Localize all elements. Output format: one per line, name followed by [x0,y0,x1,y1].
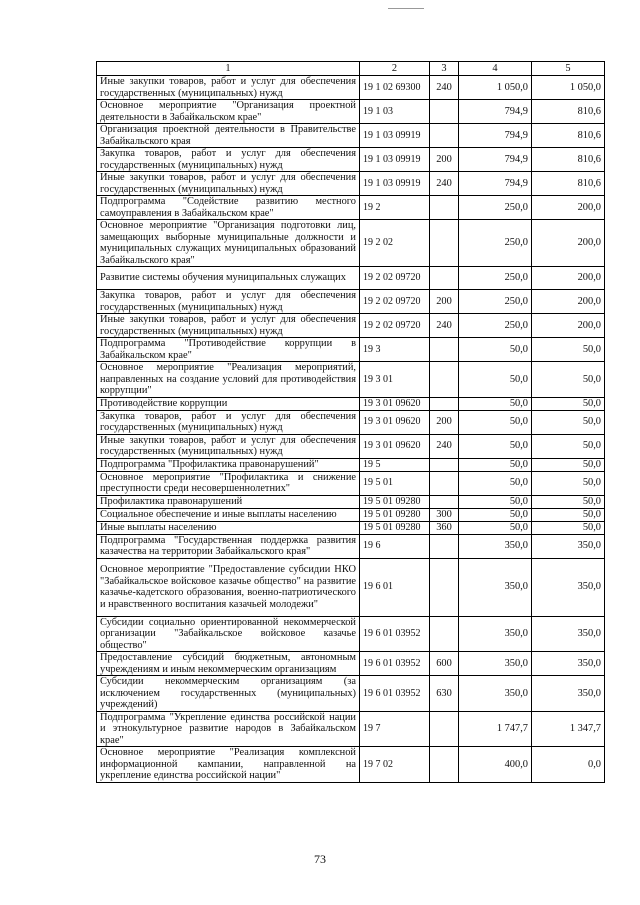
row-code-cell: 19 3 01 09620 [360,410,430,434]
row-name-cell: Субсидии некоммерческим организациям (за исключением государственных (муниципальных) учреждений) [97,676,360,712]
row-expense-type-cell [430,558,459,616]
row-code-cell: 19 3 01 09620 [360,397,430,410]
row-code-cell: 19 5 01 09280 [360,521,430,534]
row-amount-col5-cell: 200,0 [532,290,605,314]
row-amount-col5-cell: 200,0 [532,220,605,267]
row-code-cell: 19 1 03 09919 [360,124,430,148]
row-amount-col4-cell: 250,0 [459,314,532,338]
row-amount-col4-cell: 50,0 [459,521,532,534]
header-cell-1: 1 [97,62,360,76]
row-name-cell: Иные закупки товаров, работ и услуг для обеспечения государственных (муниципальных) нужд [97,434,360,458]
row-code-cell: 19 3 01 [360,362,430,398]
row-name-cell: Основное мероприятие "Организация проектной деятельности в Забайкальском крае" [97,100,360,124]
row-amount-col5-cell: 1 050,0 [532,76,605,100]
row-amount-col5-cell: 50,0 [532,521,605,534]
row-code-cell: 19 1 03 [360,100,430,124]
row-amount-col4-cell: 794,9 [459,172,532,196]
row-amount-col5-cell: 810,6 [532,124,605,148]
row-name-cell: Иные закупки товаров, работ и услуг для обеспечения государственных (муниципальных) нужд [97,172,360,196]
row-amount-col4-cell: 400,0 [459,747,532,783]
row-code-cell: 19 2 02 [360,220,430,267]
row-name-cell: Иные закупки товаров, работ и услуг для обеспечения государственных (муниципальных) нужд [97,314,360,338]
row-expense-type-cell [430,747,459,783]
row-name-cell: Иные выплаты населению [97,521,360,534]
row-code-cell: 19 5 [360,458,430,471]
row-expense-type-cell [430,338,459,362]
row-code-cell: 19 2 02 09720 [360,267,430,290]
row-code-cell: 19 3 [360,338,430,362]
row-amount-col5-cell: 200,0 [532,196,605,220]
row-amount-col5-cell: 810,6 [532,172,605,196]
row-expense-type-cell [430,471,459,495]
table-row [97,521,605,534]
row-code-cell: 19 5 01 09280 [360,508,430,521]
row-code-cell: 19 3 01 09620 [360,434,430,458]
row-amount-col4-cell: 350,0 [459,558,532,616]
row-name-cell: Подпрограмма "Укрепление единства российской нации и этнокультурное развитие народов в Забайкальском крае" [97,711,360,747]
row-name-cell: Основное мероприятие "Организация подготовки лиц, замещающих выборные муниципальные должности и муниципальных служащих муниципальных образований Забайкальского края" [97,220,360,267]
table-row [97,747,605,783]
row-expense-type-cell: 360 [430,521,459,534]
row-name-cell: Иные закупки товаров, работ и услуг для обеспечения государственных (муниципальных) нужд [97,76,360,100]
row-amount-col5-cell: 50,0 [532,397,605,410]
table-row [97,410,605,434]
row-amount-col4-cell: 350,0 [459,616,532,652]
row-amount-col4-cell: 350,0 [459,652,532,676]
row-code-cell: 19 1 03 09919 [360,172,430,196]
row-amount-col4-cell: 350,0 [459,676,532,712]
row-name-cell: Субсидии социально ориентированной некоммерческой организации "Забайкальское войсковое казачье общество" [97,616,360,652]
row-amount-col5-cell: 50,0 [532,458,605,471]
row-code-cell: 19 6 01 03952 [360,616,430,652]
row-code-cell: 19 6 [360,534,430,558]
row-amount-col4-cell: 250,0 [459,267,532,290]
row-amount-col5-cell: 50,0 [532,495,605,508]
row-expense-type-cell: 300 [430,508,459,521]
row-code-cell: 19 5 01 [360,471,430,495]
table-row [97,711,605,747]
row-amount-col5-cell: 50,0 [532,362,605,398]
row-expense-type-cell [430,220,459,267]
table-row [97,148,605,172]
row-amount-col5-cell: 50,0 [532,434,605,458]
row-code-cell: 19 6 01 03952 [360,652,430,676]
table-row [97,314,605,338]
table-row [97,676,605,712]
row-amount-col5-cell: 1 347,7 [532,711,605,747]
row-expense-type-cell [430,267,459,290]
row-amount-col4-cell: 50,0 [459,397,532,410]
table-row [97,495,605,508]
row-amount-col4-cell: 50,0 [459,410,532,434]
row-amount-col5-cell: 0,0 [532,747,605,783]
row-name-cell: Основное мероприятие "Предоставление субсидии НКО "Забайкальское войсковое казачье общество" на развитие казачье-кадетского образования, военно-патриотического и нравственного воспитания казачьей молодежи" [97,558,360,616]
row-code-cell: 19 6 01 03952 [360,676,430,712]
header-cell-3: 3 [430,62,459,76]
row-amount-col4-cell: 50,0 [459,338,532,362]
row-name-cell: Подпрограмма "Содействие развитию местного самоуправления в Забайкальском крае" [97,196,360,220]
row-amount-col4-cell: 1 747,7 [459,711,532,747]
table-row [97,558,605,616]
row-expense-type-cell [430,616,459,652]
row-expense-type-cell: 630 [430,676,459,712]
row-amount-col4-cell: 50,0 [459,362,532,398]
row-expense-type-cell [430,534,459,558]
row-amount-col5-cell: 350,0 [532,616,605,652]
row-name-cell: Развитие системы обучения муниципальных служащих [97,267,360,290]
row-amount-col4-cell: 250,0 [459,196,532,220]
row-code-cell: 19 7 [360,711,430,747]
table-row [97,508,605,521]
row-amount-col4-cell: 794,9 [459,148,532,172]
table-row [97,100,605,124]
row-code-cell: 19 6 01 [360,558,430,616]
row-expense-type-cell: 240 [430,76,459,100]
table-row [97,434,605,458]
row-expense-type-cell [430,124,459,148]
row-amount-col5-cell: 810,6 [532,100,605,124]
row-amount-col5-cell: 50,0 [532,410,605,434]
row-expense-type-cell: 240 [430,172,459,196]
table-row [97,172,605,196]
table-row [97,267,605,290]
row-name-cell: Подпрограмма "Профилактика правонарушений" [97,458,360,471]
table-row [97,652,605,676]
row-expense-type-cell: 240 [430,434,459,458]
row-code-cell: 19 2 02 09720 [360,290,430,314]
table-row [97,220,605,267]
row-expense-type-cell: 200 [430,148,459,172]
row-name-cell: Подпрограмма "Государственная поддержка развития казачества на территории Забайкальского края" [97,534,360,558]
row-expense-type-cell: 600 [430,652,459,676]
row-code-cell: 19 5 01 09280 [360,495,430,508]
row-name-cell: Подпрограмма "Противодействие коррупции в Забайкальском крае" [97,338,360,362]
row-amount-col4-cell: 794,9 [459,100,532,124]
row-amount-col4-cell: 250,0 [459,290,532,314]
row-amount-col4-cell: 50,0 [459,471,532,495]
row-amount-col4-cell: 50,0 [459,508,532,521]
row-expense-type-cell: 200 [430,410,459,434]
row-amount-col5-cell: 350,0 [532,534,605,558]
row-expense-type-cell [430,711,459,747]
row-amount-col4-cell: 794,9 [459,124,532,148]
row-code-cell: 19 2 [360,196,430,220]
row-code-cell: 19 7 02 [360,747,430,783]
row-expense-type-cell [430,362,459,398]
row-amount-col4-cell: 50,0 [459,434,532,458]
scan-artifact-line [388,8,424,9]
row-amount-col4-cell: 250,0 [459,220,532,267]
table-row [97,458,605,471]
row-name-cell: Социальное обеспечение и иные выплаты населению [97,508,360,521]
row-amount-col5-cell: 50,0 [532,338,605,362]
table-row [97,338,605,362]
row-expense-type-cell [430,495,459,508]
row-code-cell: 19 1 02 69300 [360,76,430,100]
row-code-cell: 19 2 02 09720 [360,314,430,338]
table-row [97,397,605,410]
row-name-cell: Закупка товаров, работ и услуг для обеспечения государственных (муниципальных) нужд [97,290,360,314]
row-name-cell: Организация проектной деятельности в Правительстве Забайкальского края [97,124,360,148]
row-amount-col4-cell: 50,0 [459,495,532,508]
row-expense-type-cell: 240 [430,314,459,338]
table-row [97,76,605,100]
row-expense-type-cell [430,397,459,410]
header-cell-4: 4 [459,62,532,76]
row-name-cell: Противодействие коррупции [97,397,360,410]
row-expense-type-cell [430,196,459,220]
row-amount-col5-cell: 50,0 [532,471,605,495]
row-code-cell: 19 1 03 09919 [360,148,430,172]
row-amount-col4-cell: 1 050,0 [459,76,532,100]
row-amount-col4-cell: 50,0 [459,458,532,471]
row-amount-col5-cell: 50,0 [532,508,605,521]
row-name-cell: Основное мероприятие "Профилактика и снижение преступности среди несовершеннолетних" [97,471,360,495]
header-cell-5: 5 [532,62,605,76]
table-row [97,290,605,314]
row-amount-col5-cell: 810,6 [532,148,605,172]
table-row [97,471,605,495]
row-expense-type-cell: 200 [430,290,459,314]
row-amount-col5-cell: 200,0 [532,314,605,338]
table-header-row [97,62,605,76]
table-row [97,362,605,398]
row-amount-col5-cell: 200,0 [532,267,605,290]
row-name-cell: Предоставление субсидий бюджетным, автономным учреждениям и иным некоммерческим организациям [97,652,360,676]
row-amount-col4-cell: 350,0 [459,534,532,558]
row-name-cell: Основное мероприятие "Реализация комплексной информационной кампании, направленной на укрепление единства российской нации" [97,747,360,783]
row-name-cell: Профилактика правонарушений [97,495,360,508]
header-cell-2: 2 [360,62,430,76]
row-amount-col5-cell: 350,0 [532,652,605,676]
table-row [97,124,605,148]
table-row [97,616,605,652]
row-expense-type-cell [430,100,459,124]
budget-table [96,61,605,783]
row-amount-col5-cell: 350,0 [532,676,605,712]
page-number: 73 [314,852,326,866]
row-name-cell: Основное мероприятие "Реализация мероприятий, направленных на создание условий для противодействия коррупции" [97,362,360,398]
table-row [97,196,605,220]
row-name-cell: Закупка товаров, работ и услуг для обеспечения государственных (муниципальных) нужд [97,410,360,434]
row-name-cell: Закупка товаров, работ и услуг для обеспечения государственных (муниципальных) нужд [97,148,360,172]
row-expense-type-cell [430,458,459,471]
row-amount-col5-cell: 350,0 [532,558,605,616]
table-row [97,534,605,558]
